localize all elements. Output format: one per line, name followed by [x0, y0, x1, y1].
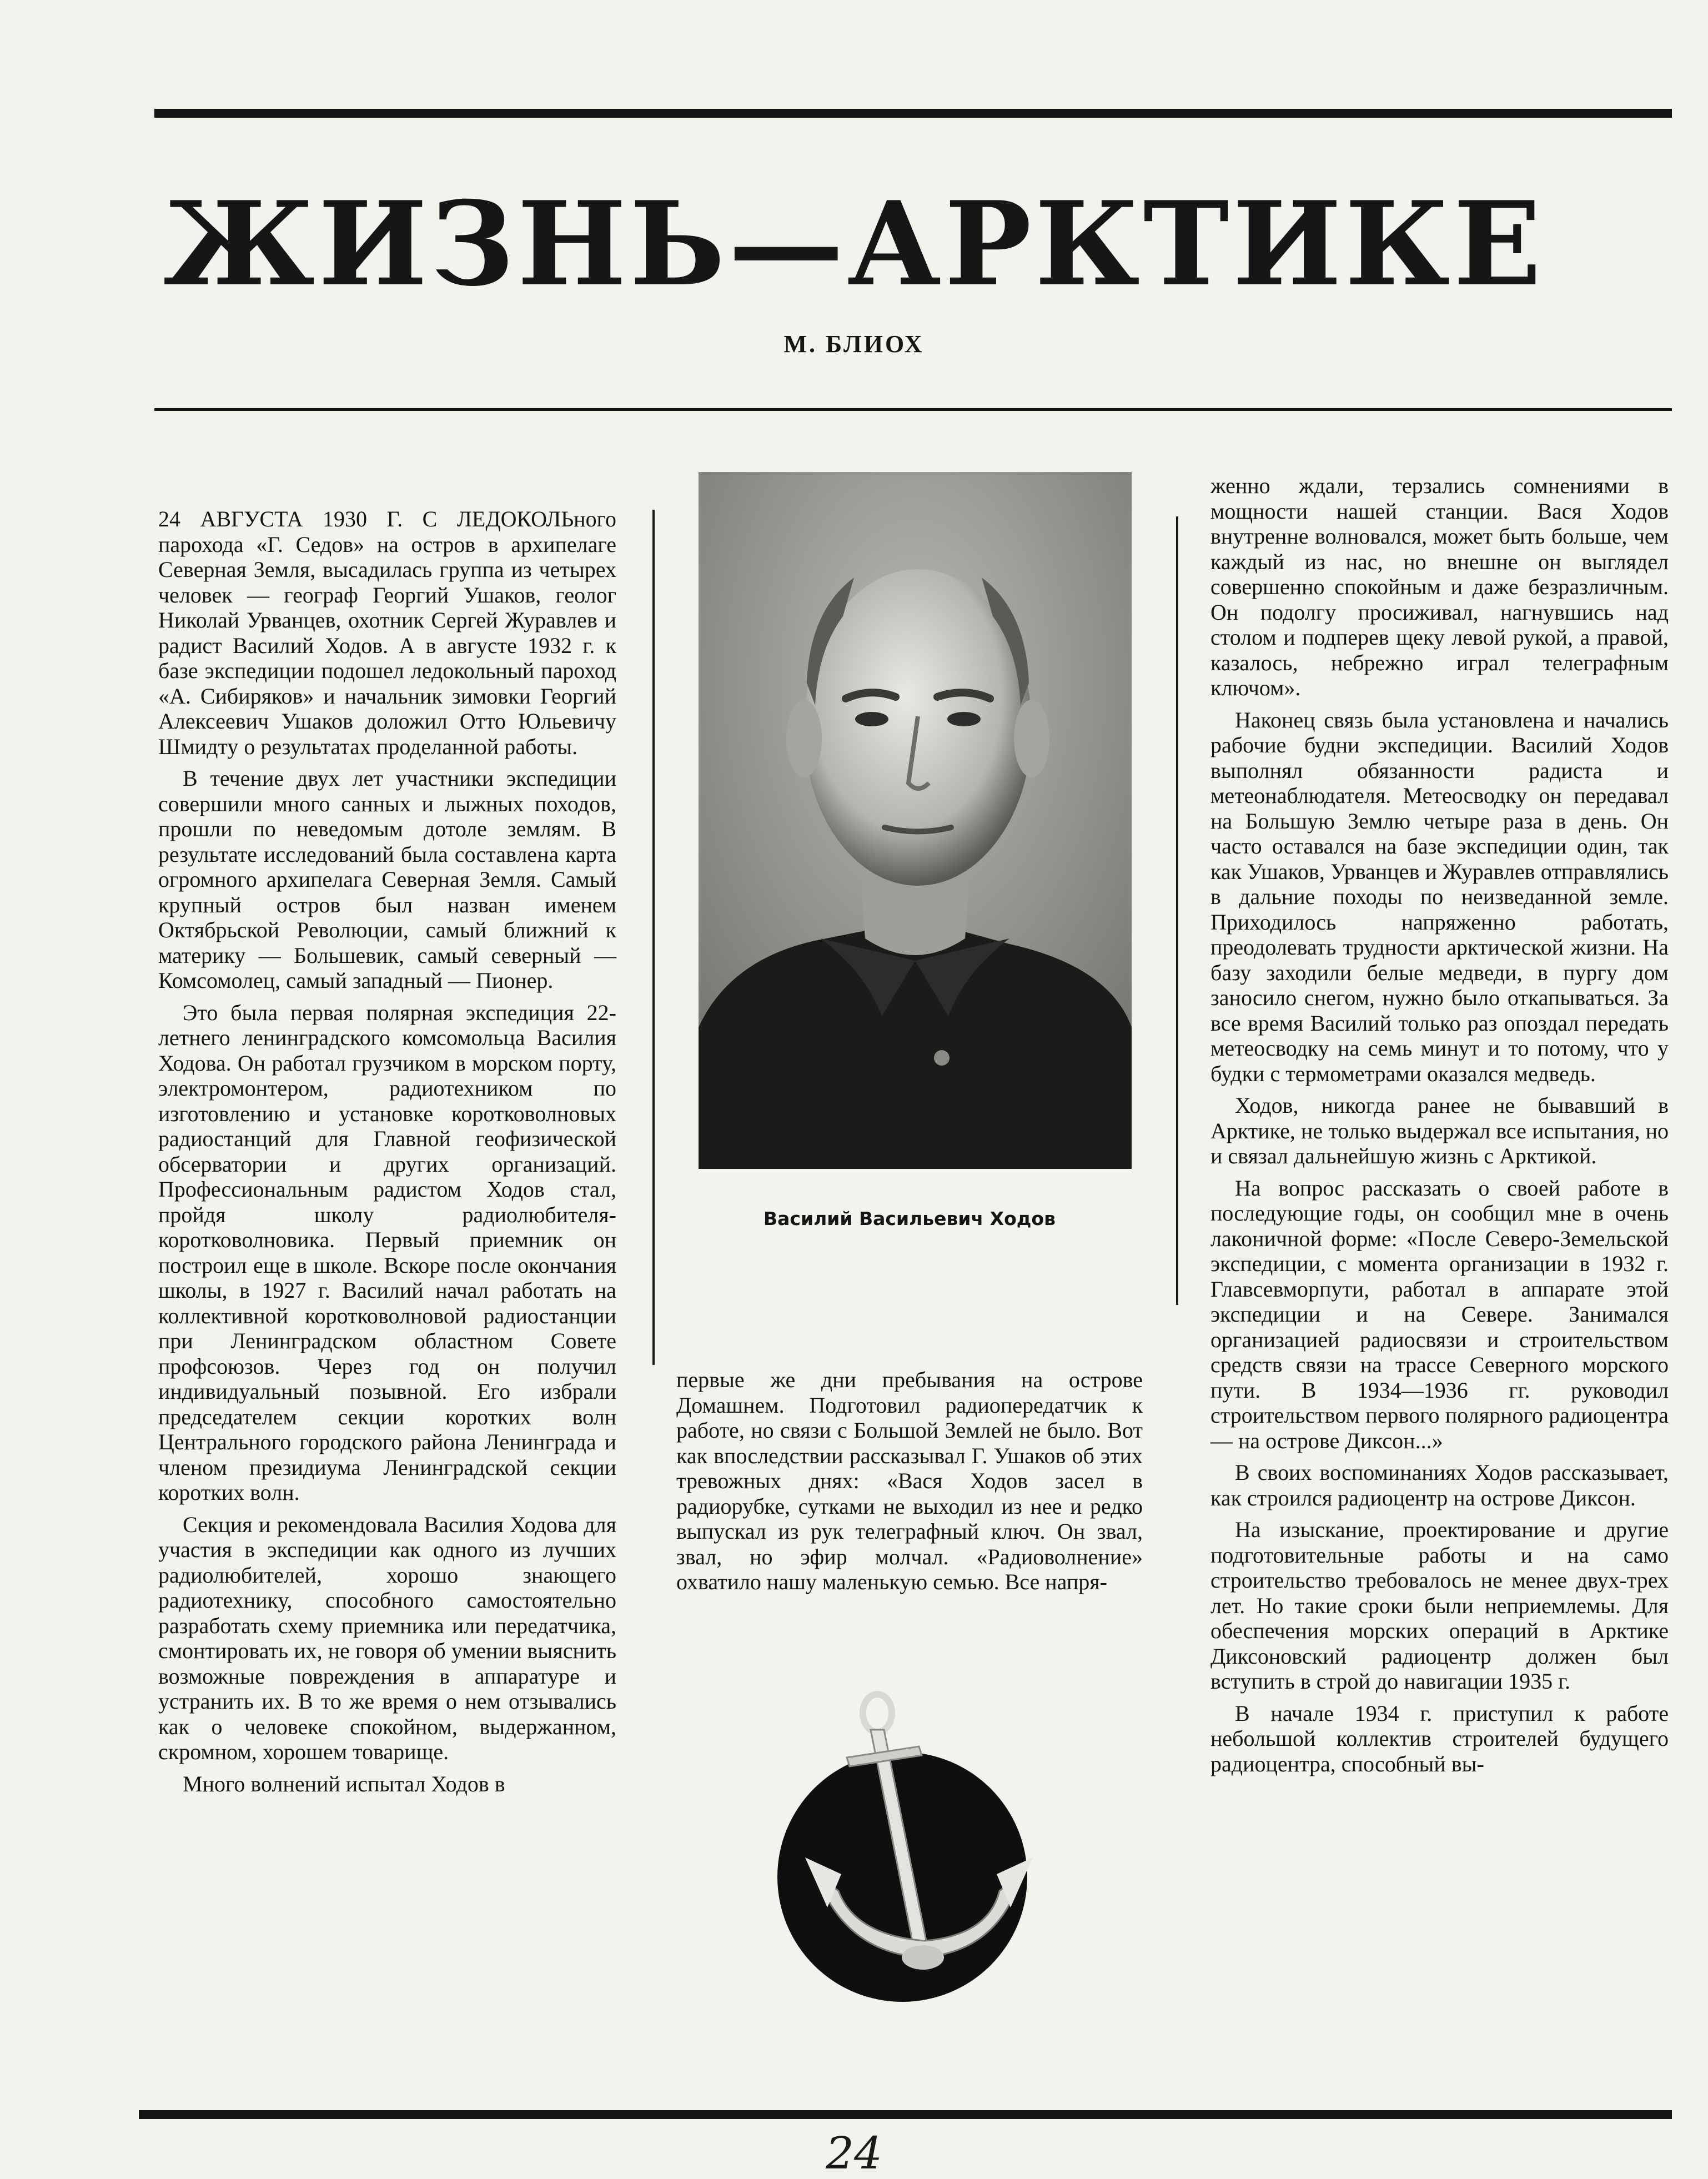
paragraph: Секция и рекомендовала Василия Ходова для участия в экспедиции как одного из лучших радиолюбителей, хорошо знающего радиотехнику, способного самостоятельно разработать схему приемника или передатчика, смонтировать их, не говоря об умении выяснить возможные повреждения в аппаратуре и устранить их. В то же время о нем отзывались как о человеке спокойном, выдержанном, скромном, хорошем товарище.	[158, 1512, 616, 1764]
paragraph: В начале 1934 г. приступил к работе небольшой коллектив строителей будущего радиоцентра, способный вы-	[1210, 1700, 1669, 1776]
paragraph: В своих воспоминаниях Ходов рассказывает, как строился радиоцентр на острове Диксон.	[1210, 1460, 1669, 1510]
paragraph: Это была первая полярная экспедиция 22-летнего ленинградского комсомольца Василия Ходова. Он работал грузчиком в морском порту, электромонтером, радиотехником по изготовлению и установке коротковолновых радиостанций для Главной геофизической обсерватории и других организаций. Профессиональным радистом Ходов стал, пройдя школу радиолюбителя-коротковолновика. Первый приемник он построил еще в школе. Вскоре после окончания школы, в 1927 г. Василий начал работать на коллективной коротковолновой радиостанции при Ленинградском областном Совете профсоюзов. Через год он получил индивидуальный позывной. Его избрали председателем секции коротких волн Центрального городского района Ленинграда и членом президиума Ленинградской секции коротких волн.	[158, 1000, 616, 1505]
bottom-rule	[139, 2110, 1672, 2119]
paragraph: Много волнений испытал Ходов в	[183, 1771, 505, 1796]
column-divider-right	[1176, 516, 1178, 1305]
column-left	[158, 506, 616, 1796]
paragraph: Ходов, никогда ранее не бывавший в Арктике, не только выдержал все испытания, но и связал дальнейшую жизнь с Арктикой.	[1210, 1093, 1669, 1168]
paragraph: В течение двух лет участники экспедиции совершили много санных и лыжных походов, прошли по неведомым дотоле землям. В результате исследований была составлена карта огромного архипелага Северная Земля. Самый крупный остров был назван именем Октябрьской Революции, самый ближний к материку — Большевик, самый северный — Комсомолец, самый западный — Пионер.	[158, 766, 616, 993]
column-right	[1210, 473, 1669, 1776]
header-rule	[154, 408, 1672, 411]
top-rule	[154, 109, 1672, 118]
page-number: 24	[826, 2127, 882, 2179]
paragraph: На изыскание, проектирование и другие подготовительные работы и на само строительство требовалось не менее двух-трех лет. Но такие сроки были неприемлемы. Для обеспечения морских операций в Арктике Диксоновский радиоцентр должен был вступить в строй до навигации 1935 г.	[1210, 1517, 1669, 1694]
column-divider-left	[652, 510, 655, 1365]
anchor-emblem	[766, 1691, 1066, 2002]
article-author: М. БЛИОХ	[783, 330, 925, 358]
paragraph: Наконец связь была установлена и начались рабочие будни экспедиции. Василий Ходов выполнял обязанности радиста и метеонаблюдателя. Метеосводку он передавал на Большую Землю четыре раза в день. Он часто оставался на базе экспедиции один, так как Ушаков, Урванцев и Журавлев отправлялись в дальние походы по неизведанной земле. Приходилось напряженно работать, преодолевать трудности арктической жизни. На базу заходили белые медведи, в пургу дом заносило снегом, нужно было откапываться. За все время Василий только раз опоздал передать метеосводку на семь минут и то потому, что у будки с термометрами оказался медведь.	[1210, 707, 1669, 1086]
paragraph: женно ждали, терзались сомнениями в мощности нашей станции. Вася Ходов внутренне волновался, может быть больше, чем каждый из нас, но внешне он выглядел совершенно спокойным и даже безразличным. Он подолгу просиживал, нагнувшись над столом и подперев щеку левой рукой, а правой, казалось, небрежно играл телеграфным ключом».	[1210, 473, 1669, 700]
paragraph: 24 АВГУСТА 1930 Г. С ЛЕДОКОЛЬного парохода «Г. Седов» на остров в архипелаге Северная Земля, высадилась группа из четырех человек — географ Георгий Ушаков, геолог Николай Урванцев, охотник Сергей Журавлев и радист Василий Ходов. А в августе 1932 г. к базе экспедиции подошел ледокольный пароход «А. Сибиряков» и начальник зимовки Георгий Алексеевич Ушаков доложил Отто Юльевичу Шмидту о результатах проделанной работы.	[158, 506, 616, 759]
photo-caption: Василий Васильевич Ходов	[763, 1208, 1056, 1229]
article-title: ЖИЗНЬ—АРКТИКЕ	[163, 177, 1545, 312]
column-middle	[676, 1367, 1143, 1595]
portrait-photo	[699, 472, 1132, 1169]
paragraph: первые же дни пребывания на острове Домашнем. Подготовил радиопередатчик к работе, но связи с Большой Землей не было. Вот как впоследствии рассказывал Г. Ушаков об этих тревожных днях: «Вася Ходов засел в радиорубке, сутками не выходил из нее и редко выпускал из рук телеграфный ключ. Он звал, звал, но эфир молчал. «Радиоволнение» охватило нашу маленькую семью. Все напря-	[676, 1367, 1143, 1594]
paragraph: На вопрос рассказать о своей работе в последующие годы, он сообщил мне в очень лаконичной форме: «После Северо-Земельской экспедиции, с момента организации в 1932 г. Главсевморпути, работал в аппарате этой экспедиции и на Севере. Занимался организацией радиосвязи и строительством средств связи на трассе Северного морского пути. В 1934—1936 гг. руководил строительством первого полярного радиоцентра — на острове Диксон...»	[1210, 1175, 1669, 1453]
